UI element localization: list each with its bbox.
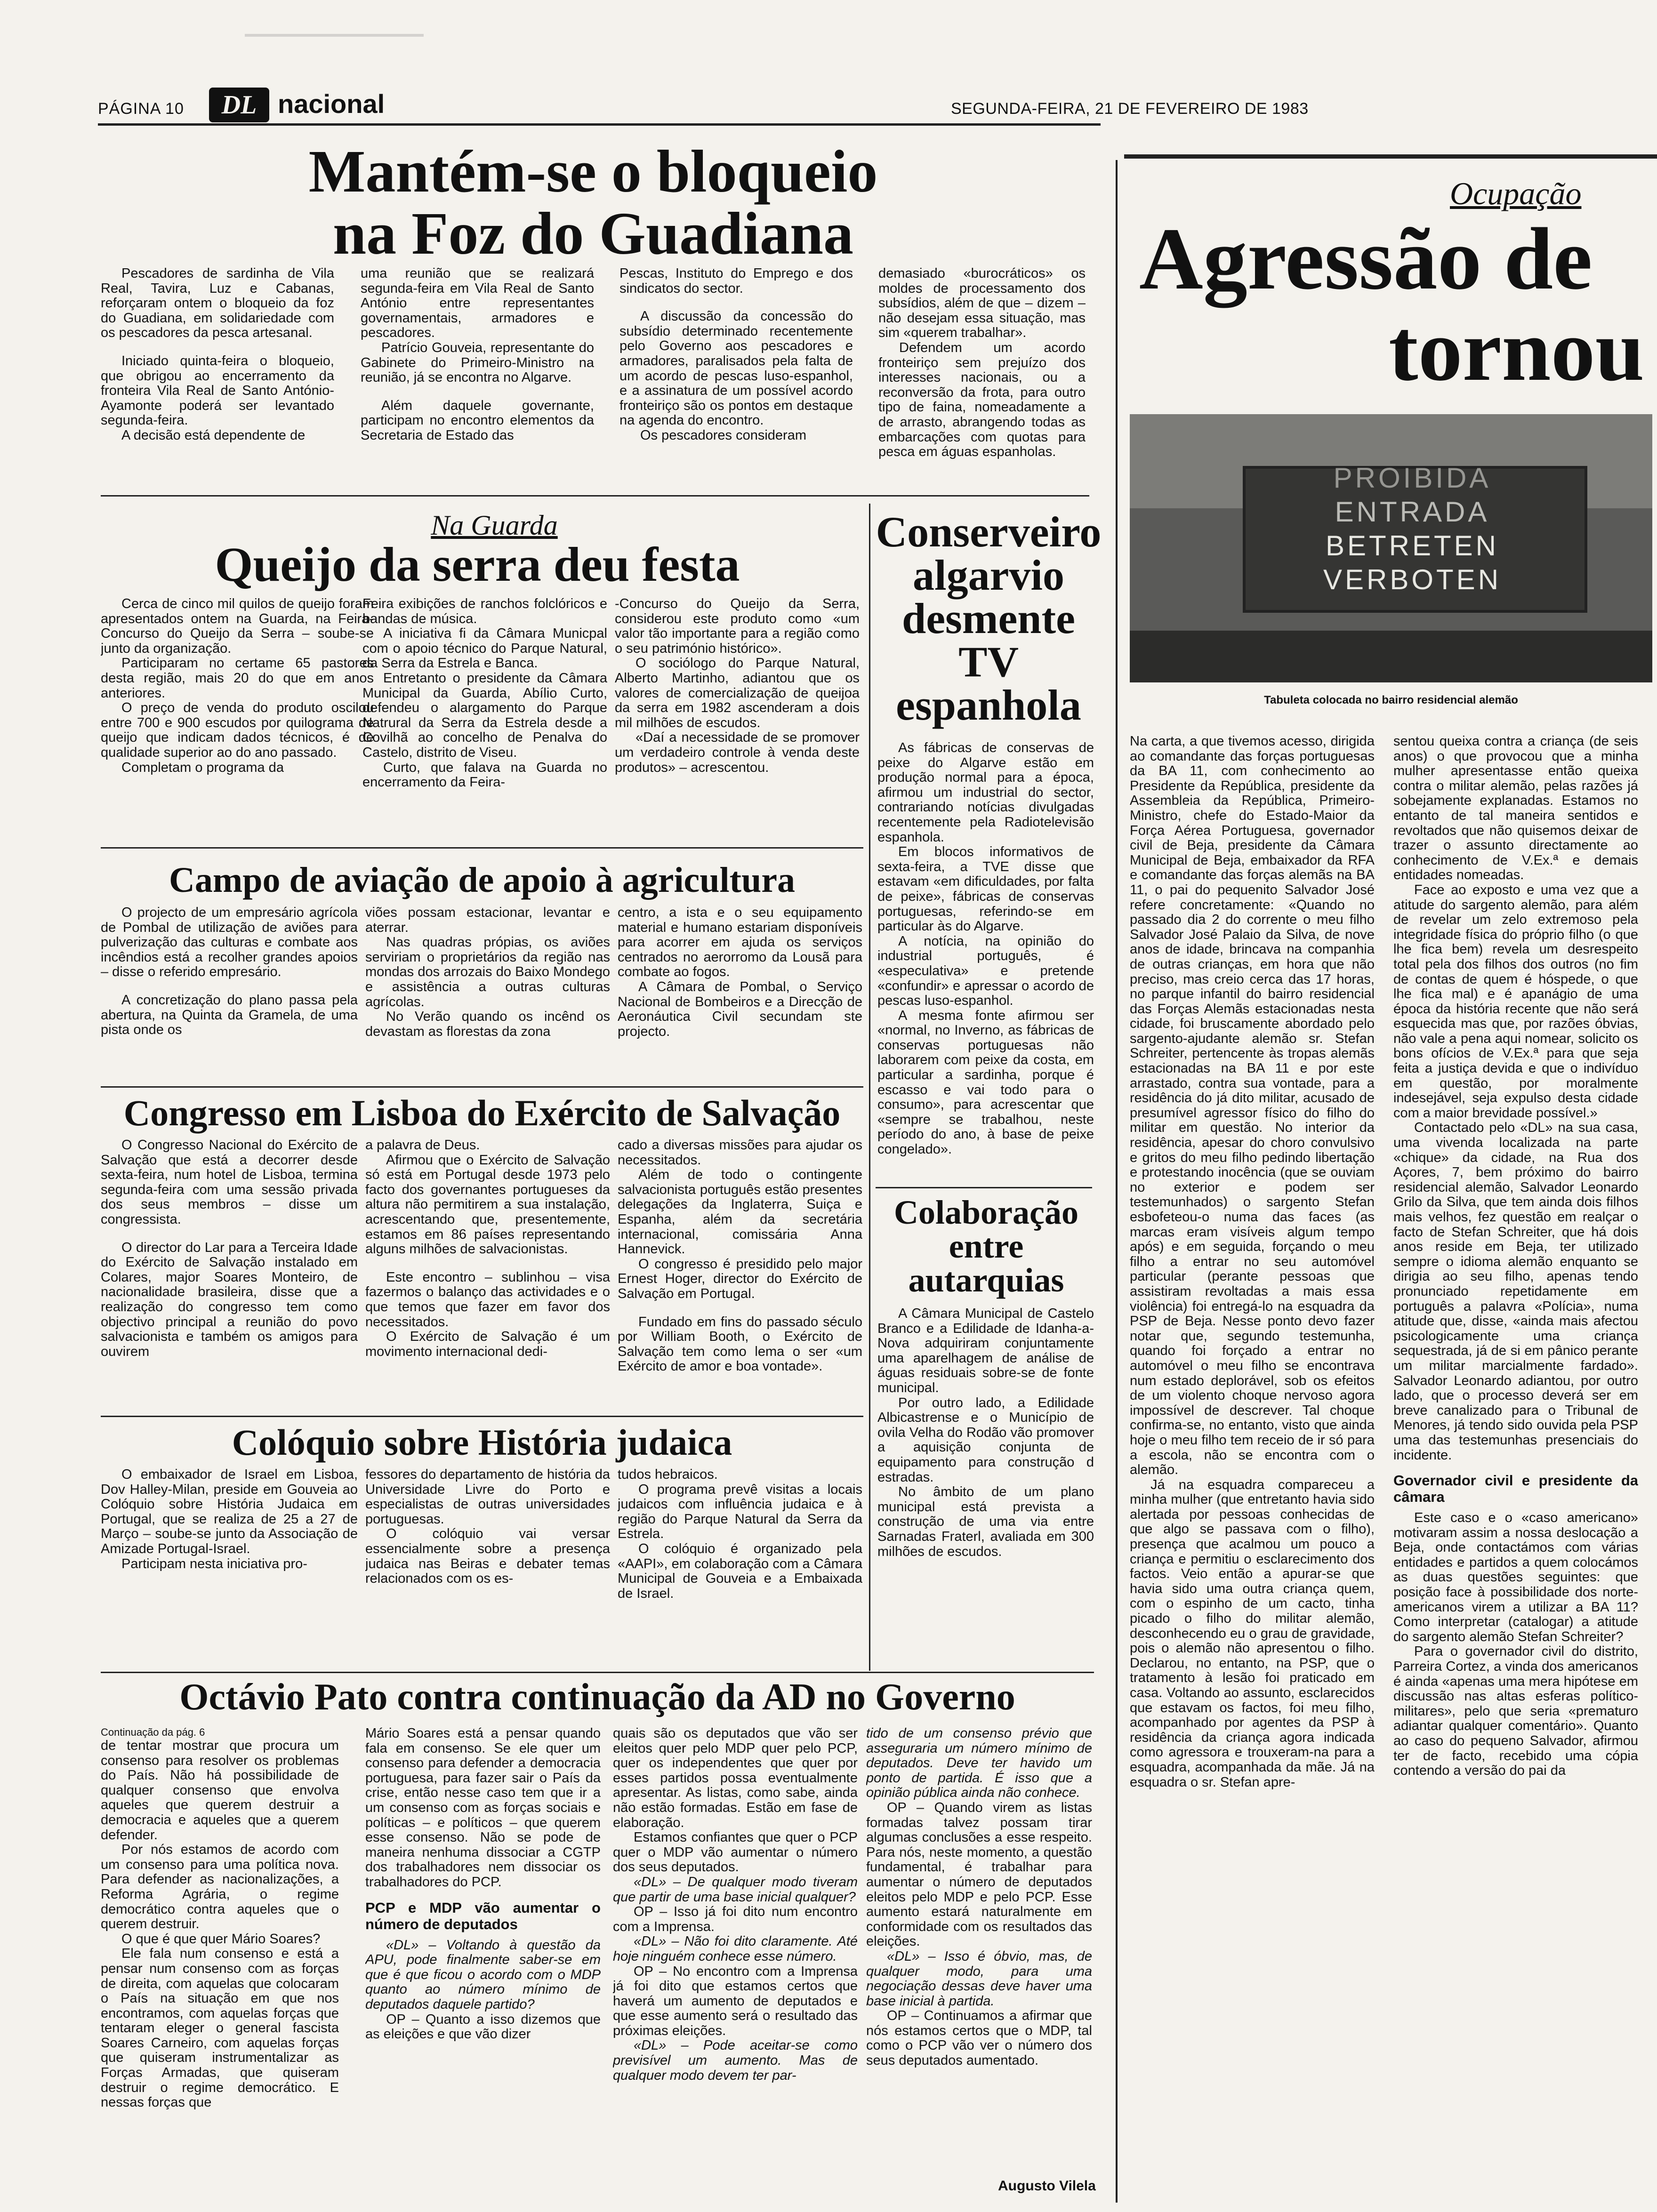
paragraph: O colóquio é organizado pela «AAPI», em colaboração com a Câmara Municipal de Gouveia e a Embaixada de Israel. <box>618 1541 862 1601</box>
paragraph: viões possam estacionar, levantar e aterrar. <box>365 906 610 935</box>
paragraph: OP – Continuamos a afirmar que nós estamos certos que o MDP, tal como o PCP vão ver o número dos seus deputados aumentado. <box>866 2008 1092 2068</box>
paragraph: O sociólogo do Parque Natural, Alberto Martinho, adiantou que os valores de comercialização de queijoa da serra em 1982 ascenderam a dois mil milhões de escudos. <box>615 656 860 730</box>
paragraph: fessores do departamento de história da Universidade Livre do Porto e especialistas de outras universidades portuguesas. <box>365 1467 610 1527</box>
pato-col4 <box>866 1726 1092 2178</box>
paragraph: A Câmara de Pombal, o Serviço Nacional de Bombeiros e a Direcção de Aeronáutica Civil secundam ste projecto. <box>618 979 862 1039</box>
headline-agressao: Agressão de <box>1139 209 1593 308</box>
dl-logo: DL <box>209 88 269 122</box>
paragraph: O congresso é presidido pelo major Ernest Hoger, director do Exército de Salvação em Portugal. <box>618 1256 862 1301</box>
headline-line: espanhola <box>896 681 1081 729</box>
paragraph: Mário Soares está a pensar quando fala em consenso. Se ele quer um consenso para defender a democracia portuguesa, para fazer sair o País da crise, então nesse caso tem que ir a um consenso com as forças sociais e políticas – e políticos – que querem esse consenso. Não se pode de maneira nenhuma dissociar a CGTP dos trabalhadores nem dissociar os trabalhadores do PCP. <box>365 1726 601 1890</box>
bloqueio-col4 <box>878 266 1086 488</box>
queijo-col3 <box>615 597 860 837</box>
box-rule-top <box>1124 154 1657 159</box>
paragraph: Entretanto o presidente da Câmara Municipal da Guarda, Abílio Curto, defendeu o alargamento do Parque Natrural da Serra da Estrela desde a Covilhã ao concelho de Penalva do Castelo, distrito de Viseu. <box>362 670 607 760</box>
rule <box>101 1672 1094 1673</box>
paragraph: A discussão da concessão do subsídio determinado recentemente pelo Governo aos pescadores e armadores, paralisados pela falta de um acordo de pescas luso-espanhol, e a assinatura de um possível acordo fronteiriço são os pontos em destaque na agenda do encontro. <box>619 309 853 428</box>
subhead-governador-civil: Governador civil e presidente da câmara <box>1393 1472 1638 1506</box>
bloqueio-col1 <box>101 266 334 488</box>
paragraph: de tentar mostrar que procura um consenso para resolver os problemas do País. Não há possibilidade de qualquer consenso que envolva aqueles que querem destruir a democracia e aqueles que a querem defender. <box>101 1738 339 1843</box>
paragraph: «DL» – De qualquer modo tiveram que partir de uma base inicial qualquer? <box>613 1874 858 1905</box>
headline-bloqueio-line2: na Foz do Guadiana <box>332 200 854 267</box>
paragraph: As fábricas de conservas de peixe do Algarve estão em produção normal para a época, afirmou um industrial do sector, contrariando notícias divulgadas recentemente pela Radiotelevisão espanhola. <box>877 741 1094 845</box>
paragraph: Os pescadores consideram <box>640 427 806 443</box>
aviacao-col1 <box>101 906 358 1084</box>
faint-masthead-bleed <box>245 28 433 42</box>
issue-date: SEGUNDA-FEIRA, 21 DE FEVEREIRO DE 1983 <box>951 100 1309 118</box>
headline-congresso: Congresso em Lisboa do Exército de Salvação <box>123 1092 841 1133</box>
paragraph: O Exército de Salvação é um movimento internacional dedi- <box>365 1329 610 1359</box>
paragraph: A Câmara Municipal de Castelo Branco e a Edilidade de Idanha-a-Nova adquiriram conjuntamente uma aparelhagem de análise de águas residuais sobre-se de fonte municipal. <box>877 1306 1094 1395</box>
continuation-note: Continuação da pág. 6 <box>101 1726 205 1738</box>
headline-bloqueio-line1: Mantém-se o bloqueio <box>308 138 878 205</box>
byline-augusto-vilela: Augusto Vilela <box>998 2178 1096 2194</box>
paragraph: O que é que quer Mário Soares? <box>121 1931 321 1947</box>
headline-tornou: tornou <box>1389 301 1645 399</box>
paragraph: Em blocos informativos de sexta-feira, a TVE disse que estavam «em dificuldades, por falta de peixe», fábricas de conservas portuguesas, referindo-se em particular às do Algarve. <box>877 844 1094 934</box>
paragraph: Feira exibições de ranchos folclóricos e bandas de música. <box>362 597 607 626</box>
rule <box>101 1416 863 1417</box>
paragraph: A iniciativa fi da Câmara Municpal com o apoio técnico do Parque Natural, da Serra da Estrela e Banca. <box>362 626 607 671</box>
column-rule <box>1116 160 1118 2203</box>
coloquio-col3 <box>618 1467 862 1665</box>
paragraph: Já na esquadra compareceu a minha mulher (que entretanto havia sido alertada por pessoas conhecidas de que algo se passava com o filho), presença que acalmou um pouco a criança e permitiu o esclarecimento dos factos. Veio então a apurar-se que havia sido uma outra criança quem, com o espinho de um cacto, tinha picado o filho do militar alemão, desconhecendo eu o grau de gravidade, pois o alemão não apresentou o filho. Declarou, no entanto, na PSP, que o tratamento à lesão foi praticado em casa. Voltando ao assunto, esclarecidos que estavam os factos, foi meu filho, acompanhado por agentes da PSP à residência da criança agora indicada como agressora e trouxeram-na para a esquadra, acompanhada da mãe. Já na esquadra o sr. Stefan apre- <box>1130 1477 1375 1790</box>
paragraph: sentou queixa contra a criança (de seis anos) o que provocou que a minha mulher apresentasse então queixa contra o militar alemão, pelas razões já sobejamente explanadas. Estamos no entanto de tal maneira sentidos e revoltados que não quisemos deixar de trazer o assunto directamente ao conhecimento de V.Ex.ª e demais entidades nomeadas. <box>1393 734 1638 883</box>
photo-caption: Tabuleta colocada no bairro residencial alemão <box>1264 694 1518 706</box>
sign-line: ENTRADA <box>1335 496 1490 528</box>
headline-line: algarvio <box>913 551 1064 599</box>
headline-line: desmente <box>902 594 1075 642</box>
headline-line: entre <box>949 1227 1024 1265</box>
paragraph: tido de um consenso prévio que asseguraria um número mínimo de deputados. Deve ter havido um ponto de partida. É isso que a opinião pública ainda não conhece. <box>866 1726 1092 1801</box>
congresso-col2 <box>365 1138 610 1411</box>
paragraph: No Verão quando os incênd os devastam as florestas da zona <box>365 1009 610 1039</box>
headline-campo-aviacao: Campo de aviação de apoio à agricultura <box>169 860 795 900</box>
paragraph: Cerca de cinco mil quilos de queijo foram apresentados ontem na Guarda, na Feira-Concurso do Queijo da Serra – soube-se junto da organização. <box>101 597 374 656</box>
paragraph: O programa prevê visitas a locais judaicos com influência judaica e à região do Parque Natural da Serra da Estrela. <box>618 1482 862 1542</box>
paragraph: Fundado em fins do passado século por William Booth, o Exército de Salvação tem como lema o ser «um Exército de amor e boa vontade». <box>618 1314 862 1374</box>
headline-line: autarquias <box>908 1261 1064 1299</box>
rule <box>101 1086 863 1088</box>
paragraph: Participaram no certame 65 pastores desta região, mais 20 do que em anos anteriores. <box>101 656 374 701</box>
paragraph: Além daquele governante, participam no encontro elementos da Secretaria de Estado das <box>361 398 594 443</box>
bloqueio-col2 <box>361 266 594 488</box>
headline-line: TV <box>958 638 1019 686</box>
paragraph: O projecto de um empresário agrícola de Pombal de utilização de aviões para pulverização das culturas e combate aos incêndios está a recolher grandes apoios – disse o referido empresário. <box>101 906 358 980</box>
paragraph: Curto, que falava na Guarda no encerramento da Feira- <box>362 760 607 790</box>
paragraph: Completam o programa da <box>121 760 284 775</box>
queijo-col2 <box>362 597 607 837</box>
paragraph: O embaixador de Israel em Lisboa, Dov Halley-Milan, preside em Gouveia ao Colóquio sobre História Judaica em Portugal, que se realiza de 25 a 27 de Março – soube-se junto da Associação de Amizade Portugal-Israel. <box>101 1467 358 1556</box>
paragraph: O Congresso Nacional do Exército de Salvação que está a decorrer desde sexta-feira, num hotel de Lisboa, termina segunda-feira com uma sessão privada dos seus membros – disse um congressista. <box>101 1138 358 1227</box>
paragraph: O director do Lar para a Terceira Idade do Exército de Salvação instalado em Colares, major Soares Monteiro, de nacionalidade brasileira, disse que a realização do congresso tem como objectivo principal a reunião do povo salvacionista e também os amigos para ouvirem <box>101 1240 358 1359</box>
headline-queijo: Queijo da serra deu festa <box>215 537 740 592</box>
colaboracao-body <box>877 1306 1094 1645</box>
paragraph: centro, a ista e o seu equipamento material e humano estariam disponíveis para acorrer em ajuda os serviços centrados no aerorromo da Lousã para combate ao fogos. <box>618 906 862 980</box>
paragraph: a palavra de Deus. <box>365 1138 480 1153</box>
paragraph: OP – Quanto a isso dizemos que as eleições e que vão dizer <box>365 2012 601 2042</box>
paragraph: Nas quadras própias, os aviões serviriam o proprietários da região nas mondas dos arrozais do Baixo Mondego e assistência a outras culturas agrícolas. <box>365 935 610 1010</box>
headline-octavio-pato: Octávio Pato contra continuação da AD no Governo <box>179 1676 1015 1718</box>
headline-line: Conserveiro <box>876 508 1102 556</box>
conserveiro-body <box>877 741 1094 1178</box>
congresso-col3 <box>618 1138 862 1411</box>
paragraph: Por outro lado, a Edilidade Albicastrense e o Município de ovila Velha do Rodão vão promover a aquisição conjunta de equipamento para construção d estradas. <box>877 1395 1094 1485</box>
pato-col2 <box>365 1726 601 2202</box>
paragraph: «DL» – Pode aceitar-se como previsível um aumento. Mas de qualquer modo devem ter par- <box>613 2038 858 2083</box>
headline-coloquio: Colóquio sobre História judaica <box>232 1422 732 1463</box>
paragraph: Afirmou que o Exército de Salvação só está em Portugal desde 1973 pelo facto dos governantes portugueses da altura não permitirem a sua instalação, acrescentando que, presentemente, estamos em 86 países representando alguns milhões de salvacionistas. <box>365 1152 610 1257</box>
paragraph: Pescas, Instituto do Emprego e dos sindicatos do sector. <box>619 266 853 296</box>
sign-photo <box>1130 414 1652 682</box>
paragraph: -Concurso do Queijo da Serra, considerou este produto como «um valor tão importante para a região como o seu património histórico». <box>615 597 860 656</box>
paragraph: «DL» – Voltando à questão da APU, pode finalmente saber-se em que é que ficou o acordo com o MDP quanto ao número mínimo de deputados daquele partido? <box>365 1937 601 2012</box>
paragraph: uma reunião que se realizará segunda-feira em Vila Real de Santo António entre representantes governamentais, armadores e pescadores. <box>361 266 594 341</box>
paragraph: quais são os deputados que vão ser eleitos quer pelo MDP quer pelo PCP, quer os independentes que quer por esses partidos possa eventualmente apresentar. As listas, como sabe, ainda não estão formadas. Estão em fase de elaboração. <box>613 1726 858 1830</box>
coloquio-col2 <box>365 1467 610 1665</box>
sign-line: PROIBIDA <box>1333 462 1491 494</box>
paragraph: A mesma fonte afirmou ser «normal, no Inverno, as fábricas de conservas portuguesas não laborarem com peixe da costa, em particular a sardinha, porque é escasso e vai todo para o consumo», para acrescentar que «sempre se trabalhou, neste período do ano, à base de peixe congelado». <box>877 1008 1094 1157</box>
sign-line: BETRETEN <box>1325 530 1499 561</box>
ocupacao-col1 <box>1130 734 1375 2198</box>
paragraph: O preço de venda do produto oscilou entre 700 e 900 escudos por quilograma de queijo que indicam dados técnicos, é de qualidade superior ao do ano passado. <box>101 700 374 760</box>
page-label: PÁGINA 10 <box>98 100 184 118</box>
rule <box>101 495 1089 497</box>
paragraph: Contactado pelo «DL» na sua casa, uma vivenda localizada na parte «chique» da cidade, na Rua dos Açores, 7, bem próximo do bairro residencial alemão, Salvador Leonardo Grilo da Silva, que tem ainda dois filhos mais velhos, fez questão em realçar o facto de Stefan Schreiter, que há dois anos reside em Beja, ter utilizado sempre o idioma alemão enquanto se dirigia ao seu filho, apenas tendo pronunciado repetidamente em português a palavra «Polícia», numa atitude que, disse, «ainda mais afectou psicologicamente uma criança sequestrada, já de si em pânico perante um militar marcialmente fardado». Salvador Leonardo adiantou, por outro lado, que o processo deverá ser em breve canalizado para o Tribunal de Menores, já tendo sido ouvida pela PSP uma das testemunhas presenciais do incidente. <box>1393 1120 1638 1463</box>
paragraph: «DL» – Não foi dito claramente. Até hoje ninguém conhece esse número. <box>613 1934 858 1964</box>
paragraph: «DL» – Isso é óbvio, mas, de qualquer modo, para uma negociação dessas deve haver uma base inicial à partida. <box>866 1948 1092 2009</box>
paragraph: Na carta, a que tivemos acesso, dirigida ao comandante das forças portuguesas da BA 11, com conhecimento ao Presidente da República, presidente da Assembleia da República, Primeiro-Ministro, chefe do Estado-Maior da Força Aérea Portuguesa, governador civil de Beja, presidente da Câmara Municipal de Beja, embaixador da RFA e comandante das forças alemãs na BA 11, o pai do pequenito Salvador José refere concretamente: «Quando no passado dia 2 do corrente o meu filho Salvador José Palaio da Silva, de nove anos de idade, brincava na companhia de outras crianças, em hora que não preciso, mas creio cerca das 17 horas, no parque infantil do bairro residencial das Forças Alemãs estacionadas nesta cidade, foi bruscamente abordado pelo sargento-ajudante alemão sr. Stefan Schreiter, pertencente às tropas alemãs estacionadas na BA 11 e por este arrastado, contra sua vontade, para a residência do já dito militar, acusado de presumível agressor físico do filho do militar em questão. No interior da residência, apesar do choro convulsivo e gritos do meu filho pedindo libertação e protestando inocência (que se ouviam no exterior e podem ser testemunhados) o sargento Stefan esbofeteou-o numa das faces (as marcas eram visíveis algum tempo após) e em seguida, forçando o meu filho a entrar no seu automóvel particular (perante pessoas que assistiram revoltadas a mais essa violência) foi entregá-lo na esquadra da PSP de Beja. Nesse ponto devo fazer notar que, segundo testemunha, quando foi forçado a entrar no automóvel o meu filho se encontrava num estado deplorável, sob os efeitos de um violento choque nervoso agora impossível de descrever. Tal choque confirma-se, no entanto, visto que ainda hoje o meu filho tem receio de ir só para a escola, não se encontra com o alemão. <box>1130 734 1375 1478</box>
paragraph: Ele fala num consenso e está a pensar num consenso com as forças de direita, com aquelas que colocaram o País na situação em que nos encontramos, com aquelas forças que tentaram eleger o general fascista Soares Carneiro, com aquelas forças que quiseram instrumentalizar as Forças Armadas, que quiseram destruir o regime democrático. E nessas forças que <box>101 1946 339 2110</box>
rule <box>876 1187 1092 1188</box>
paragraph: Este caso e o «caso americano» motivaram assim a nossa deslocação a Beja, onde contactámos com várias entidades e partidos a quem colocámos as duas questões seguintes: que posição face à possibilidade dos norte-americanos virem a utilizar a BA 11? Como interpretar (catalogar) a atitude do sargento alemão Stefan Schreiter? <box>1393 1510 1638 1644</box>
headline-line: Colaboração <box>894 1194 1078 1231</box>
paragraph: Este encontro – sublinhou – visa fazermos o balanço das actividades e o que temos que fazer em favor dos necessitados. <box>365 1269 610 1330</box>
paragraph: Patrício Gouveia, representante do Gabinete do Primeiro-Ministro na reunião, já se encontra no Algarve. <box>361 340 594 385</box>
paragraph: A notícia, na opinião do industrial português, é «especulativa» e pretende «confundir» e apressar o acordo de pescas luso-espanhol. <box>877 933 1094 1009</box>
kicker-ocupacao: Ocupação <box>1450 176 1582 211</box>
paragraph: No âmbito de um plano municipal está prevista a construção de uma via entre Sarnadas Fraterl, avaliada em 300 milhões de escudos. <box>877 1484 1094 1559</box>
paragraph: A decisão está dependente de <box>121 427 306 443</box>
aviacao-col3 <box>618 906 862 1084</box>
subhead-pcp-mdp: PCP e MDP vão aumentar o número de deputados <box>365 1899 601 1932</box>
ocupacao-col2 <box>1393 734 1638 2198</box>
paragraph: Face ao exposto e uma vez que a atitude do sargento alemão, para além de revelar um zelo extremoso pela integridade física do próprio filho (o que lhe fica bem) revela um desrespeito total pela dos filhos dos outros (no fim de contas de quem é hóspede, o que lhe fica mal) e é apanágio de uma época da história recente que não será esquecida mas que, por razões óbvias, não vale a pena aqui nomear, solicito os bons ofícios de V.Ex.ª para que seja feita a justiça devida e que o indivíduo em questão, por moralmente indesejável, seja expulso desta cidade com a maior brevidade possível.» <box>1393 882 1638 1121</box>
paragraph: tudos hebraicos. <box>618 1467 718 1482</box>
rule <box>101 847 863 849</box>
queijo-col1 <box>101 597 374 837</box>
column-rule <box>869 504 870 1671</box>
paragraph: Além de todo o contingente salvacionista português estão presentes delegações da Inglaterra, Suiça e Espanha, além da secretária internacional, comissária Anna Hannevick. <box>618 1167 862 1257</box>
paragraph: Para o governador civil do distrito, Parreira Cortez, a vinda dos americanos é ainda «apenas uma mera hipótese em discussão nas altas esferas político-militares», pelo que seria «prematuro adiantar qualquer comentário». Quanto ao caso do pequeno Salvador, afirmou ter de facto, recebido uma cópia contendo a versão do pai da <box>1393 1644 1638 1779</box>
headline-conserveiro <box>876 510 1102 727</box>
paragraph: OP – Isso já foi dito num encontro com a Imprensa. <box>613 1904 858 1934</box>
congresso-col1 <box>101 1138 358 1411</box>
pato-col1 <box>101 1726 339 2202</box>
aviacao-col2 <box>365 906 610 1084</box>
kicker-na-guarda: Na Guarda <box>431 510 558 541</box>
paragraph: O colóquio vai versar essencialmente sobre a presença judaica nas Beiras e debater temas relacionados com os es- <box>365 1526 610 1587</box>
paragraph: «Daí a necessidade de se promover um verdadeiro controle à venda deste produtos» – acrescentou. <box>615 730 860 775</box>
paragraph: cado a diversas missões para ajudar os necessitados. <box>618 1138 862 1168</box>
paragraph: demasiado «burocráticos» os moldes de processamento dos subsídios, além de que – dizem – não desejam essa situação, mas sim «querem trabalhar». <box>878 266 1086 341</box>
paragraph: Pescadores de sardinha de Vila Real, Tavira, Luz e Cabanas, reforçaram ontem o bloqueio da foz do Guadiana, em solidariedade com os pescadores da pesca artesanal. <box>101 266 334 341</box>
bloqueio-col3 <box>619 266 853 488</box>
headline-colaboracao <box>876 1195 1097 1297</box>
paragraph: Defendem um acordo fronteiriço sem prejuízo dos interesses nacionais, ou a reconversão da frota, para outro tipo de faina, nomeadamente a de arrasto, abrangendo todas as embarcações com quotas para pesca em águas espanholas. <box>878 340 1086 460</box>
coloquio-col1 <box>101 1467 358 1665</box>
sign-line: VERBOTEN <box>1323 564 1502 595</box>
paragraph: Iniciado quinta-feira o bloqueio, que obrigou ao encerramento da fronteira Vila Real de Santo António-Ayamonte poderá ser levantado segunda-feira. <box>101 353 334 428</box>
section-name: nacional <box>278 89 385 119</box>
paragraph: Participam nesta iniciativa pro- <box>121 1556 307 1571</box>
paragraph: A concretização do plano passa pela abertura, na Quinta da Gramela, de uma pista onde os <box>101 992 358 1038</box>
paragraph: OP – Quando virem as listas formadas talvez possam tirar algumas conclusões a esse respeito. Para nós, neste momento, a questão fundamental, é trabalhar para aumentar o número de deputados eleitos pelo MDP e pelo PCP. Esse aumento estará naturalmente em conformidade com os resultados das eleições. <box>866 1800 1092 1949</box>
sign-text <box>1247 461 1577 597</box>
paragraph: Estamos confiantes que quer o PCP quer o MDP vão aumentar o número dos seus deputados. <box>613 1830 858 1875</box>
header-rule <box>98 123 1101 126</box>
paragraph: OP – No encontro com a Imprensa já foi dito que estamos certos que haverá um aumento de deputados e que esse aumento será o resultado das próximas eleições. <box>613 1964 858 2038</box>
pato-col3 <box>613 1726 858 2202</box>
paragraph: Por nós estamos de acordo com um consenso para uma política nova. Para defender as nacionalizações, a Reforma Agrária, o regime democrático contra aqueles que o querem destruir. <box>101 1842 339 1932</box>
